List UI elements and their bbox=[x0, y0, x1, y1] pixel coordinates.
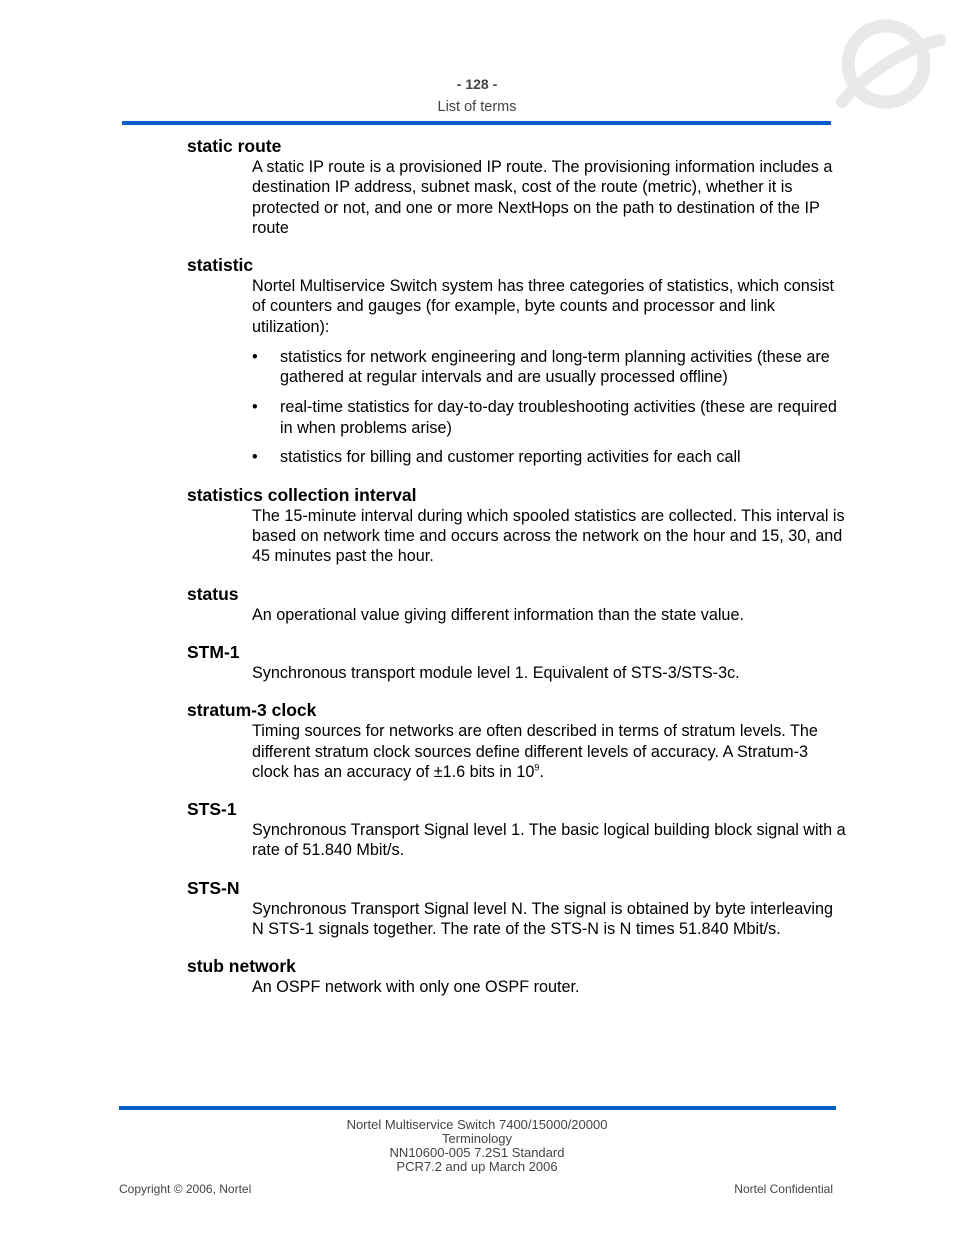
definition-text: Timing sources for networks are often described in terms of stratum levels. The different stratum clock sources define different levels of accuracy. A Stratum-3 clock has an accuracy of ±1.6 bits in 10 bbox=[252, 722, 818, 781]
document-info bbox=[0, 1118, 954, 1174]
header-rule bbox=[122, 121, 831, 125]
glossary-entry bbox=[187, 484, 847, 567]
term-heading: statistics collection interval bbox=[187, 484, 417, 505]
term-definition bbox=[252, 721, 847, 782]
term-definition: Synchronous transport module level 1. Equivalent of STS-3/STS-3c. bbox=[252, 663, 740, 682]
term-definition: Synchronous Transport Signal level N. The signal is obtained by byte interleaving N STS-1 signals together. The rate of the STS-N is N times 51.840 Mbit/s. bbox=[252, 899, 833, 939]
term-heading: stratum-3 clock bbox=[187, 700, 317, 721]
glossary-entry bbox=[187, 583, 847, 625]
release-date: PCR7.2 and up March 2006 bbox=[396, 1159, 558, 1174]
confidentiality-label: Nortel Confidential bbox=[734, 1182, 833, 1196]
bullet-item bbox=[252, 347, 847, 388]
glossary-entry bbox=[187, 798, 847, 861]
bullet-text: statistics for billing and customer reporting activities for each call bbox=[280, 448, 741, 467]
glossary-entry bbox=[187, 135, 847, 238]
glossary-entry bbox=[187, 254, 847, 468]
term-definition: A static IP route is a provisioned IP route. The provisioning information includes a destination IP address, subnet mask, cost of the route (metric), whether it is protected or not, and one or more NextHops on the path to destination of the IP route bbox=[252, 158, 833, 237]
bullet-item bbox=[252, 447, 847, 467]
copyright-notice: Copyright © 2006, Nortel bbox=[119, 1182, 252, 1196]
bullet-icon: • bbox=[252, 398, 258, 417]
bullet-list bbox=[252, 347, 847, 468]
term-definition: An operational value giving different information than the state value. bbox=[252, 605, 744, 624]
term-heading: status bbox=[187, 583, 239, 604]
glossary-entry bbox=[187, 877, 847, 940]
bullet-icon: • bbox=[252, 448, 258, 467]
term-definition: Synchronous Transport Signal level 1. The basic logical building block signal with a rate of 51.840 Mbit/s. bbox=[252, 821, 846, 860]
page-number: - 128 - bbox=[456, 76, 498, 92]
glossary-entry bbox=[187, 641, 847, 683]
product-name: Nortel Multiservice Switch 7400/15000/20000 bbox=[346, 1117, 608, 1132]
term-heading: STM-1 bbox=[187, 641, 240, 662]
term-definition: Nortel Multiservice Switch system has three categories of statistics, which consist of counters and gauges (for example, byte counts and processor and link utilization): bbox=[252, 277, 835, 336]
bullet-icon: • bbox=[252, 348, 258, 367]
term-heading: stub network bbox=[187, 956, 296, 977]
term-heading: STS-1 bbox=[187, 799, 237, 820]
glossary-list bbox=[187, 135, 847, 1014]
document-title: Terminology bbox=[441, 1131, 513, 1146]
term-heading: STS-N bbox=[187, 877, 240, 898]
exponent: 9 bbox=[534, 762, 540, 773]
bullet-item bbox=[252, 397, 847, 438]
definition-end: . bbox=[539, 762, 544, 781]
term-definition: An OSPF network with only one OSPF router. bbox=[252, 978, 580, 997]
term-heading: static route bbox=[187, 136, 282, 156]
term-heading: statistic bbox=[187, 255, 254, 276]
footer-rule bbox=[119, 1106, 836, 1110]
section-title: List of terms bbox=[437, 99, 517, 115]
bullet-text: statistics for network engineering and long-term planning activities (these are gathered at regular intervals and are usually processed offline) bbox=[280, 348, 830, 387]
document-number: NN10600-005 7.2S1 Standard bbox=[389, 1145, 565, 1160]
bullet-text: real-time statistics for day-to-day troubleshooting activities (these are required in when problems arise) bbox=[280, 398, 837, 437]
glossary-entry bbox=[187, 955, 847, 997]
glossary-entry bbox=[187, 699, 847, 782]
term-definition: The 15-minute interval during which spooled statistics are collected. This interval is based on network time and occurs across the network on the hour and 15, 30, and 45 minutes past the hour. bbox=[252, 506, 845, 566]
